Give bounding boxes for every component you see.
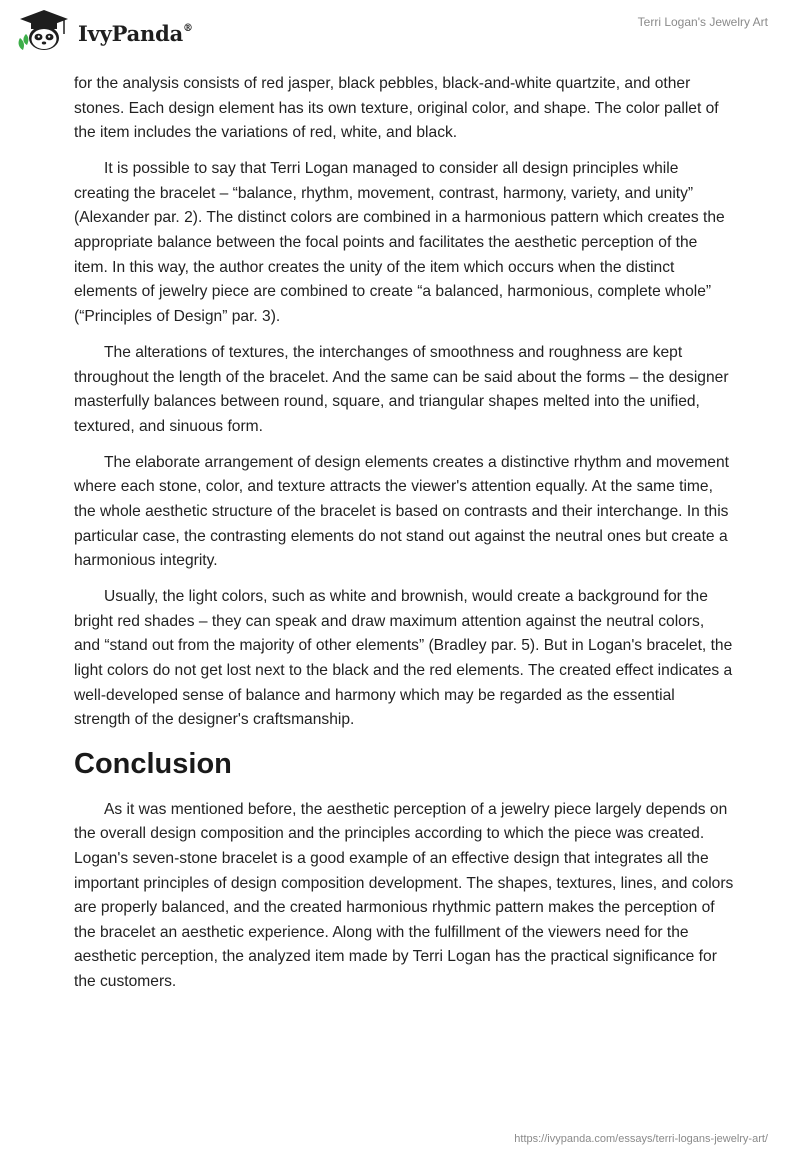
logo[interactable] — [14, 8, 193, 52]
page-header — [0, 0, 800, 60]
panda-graduate-icon — [14, 8, 74, 52]
paragraph: The elaborate arrangement of design elements creates a distinctive rhythm and movement where each stone, color, and texture attracts the viewer's attention equally. At the same time, the whole aesthetic structure of the bracelet is based on contrasts and their interchange. In this particular case, the contrasting elements do not stand out against the neutral ones but create a harmonious integrity. — [74, 453, 729, 570]
section-heading: Conclusion — [74, 747, 232, 780]
paragraph: Usually, the light colors, such as white and brownish, would create a background for the bright red shades – they can speak and draw maximum attention against the neutral colors, and “stand out from the majority of other elements” (Bradley par. 5). But in Logan's bracelet, the light colors do not get lost next to the black and the red elements. The created effect indicates a well-developed sense of balance and harmony which may be regarded as the essential strength of the designer's craftsmanship. — [74, 588, 733, 729]
paragraph: The alterations of textures, the interchanges of smoothness and roughness are kept throughout the length of the bracelet. And the same can be said about the forms – the designer masterfully balances between round, square, and triangular shapes melted into the unified, textured, and sinuous form. — [74, 343, 729, 435]
brand-name: IvyPanda® — [78, 20, 193, 46]
document-title: Terri Logan's Jewelry Art — [637, 15, 768, 29]
source-url[interactable]: https://ivypanda.com/essays/terri-logans-jewelry-art/ — [514, 1133, 768, 1145]
paragraph: for the analysis consists of red jasper, black pebbles, black-and-white quartzite, and other stones. Each design element has its own texture, original color, and shape. The color pallet of the item includes the variations of red, white, and black. — [74, 75, 719, 142]
conclusion-paragraph: As it was mentioned before, the aesthetic perception of a jewelry piece largely depends on the overall design composition and the principles according to which the piece was created. Logan's seven-stone bracelet is a good example of an effective design that integrates all the important principles of design composition development. The shapes, textures, lines, and colors are properly balanced, and the created harmonious rhythmic pattern makes the perception of the bracelet an aesthetic experience. Along with the fulfillment of the viewers need for the aesthetic perception, the analyzed item made by Terri Logan has the practical significance for the customers. — [74, 800, 734, 990]
essay-body — [74, 72, 734, 1006]
paragraph: It is possible to say that Terri Logan managed to consider all design principles while creating the bracelet – “balance, rhythm, movement, contrast, harmony, variety, and unity” (Alexander par. 2). The distinct colors are combined in a harmonious pattern which creates the appropriate balance between the focal points and facilitates the aesthetic perception of the item. In this way, the author creates the unity of the item which occurs when the distinct elements of jewelry piece are combined to create “a balanced, harmonious, complete whole” (“Principles of Design” par. 3). — [74, 160, 725, 325]
